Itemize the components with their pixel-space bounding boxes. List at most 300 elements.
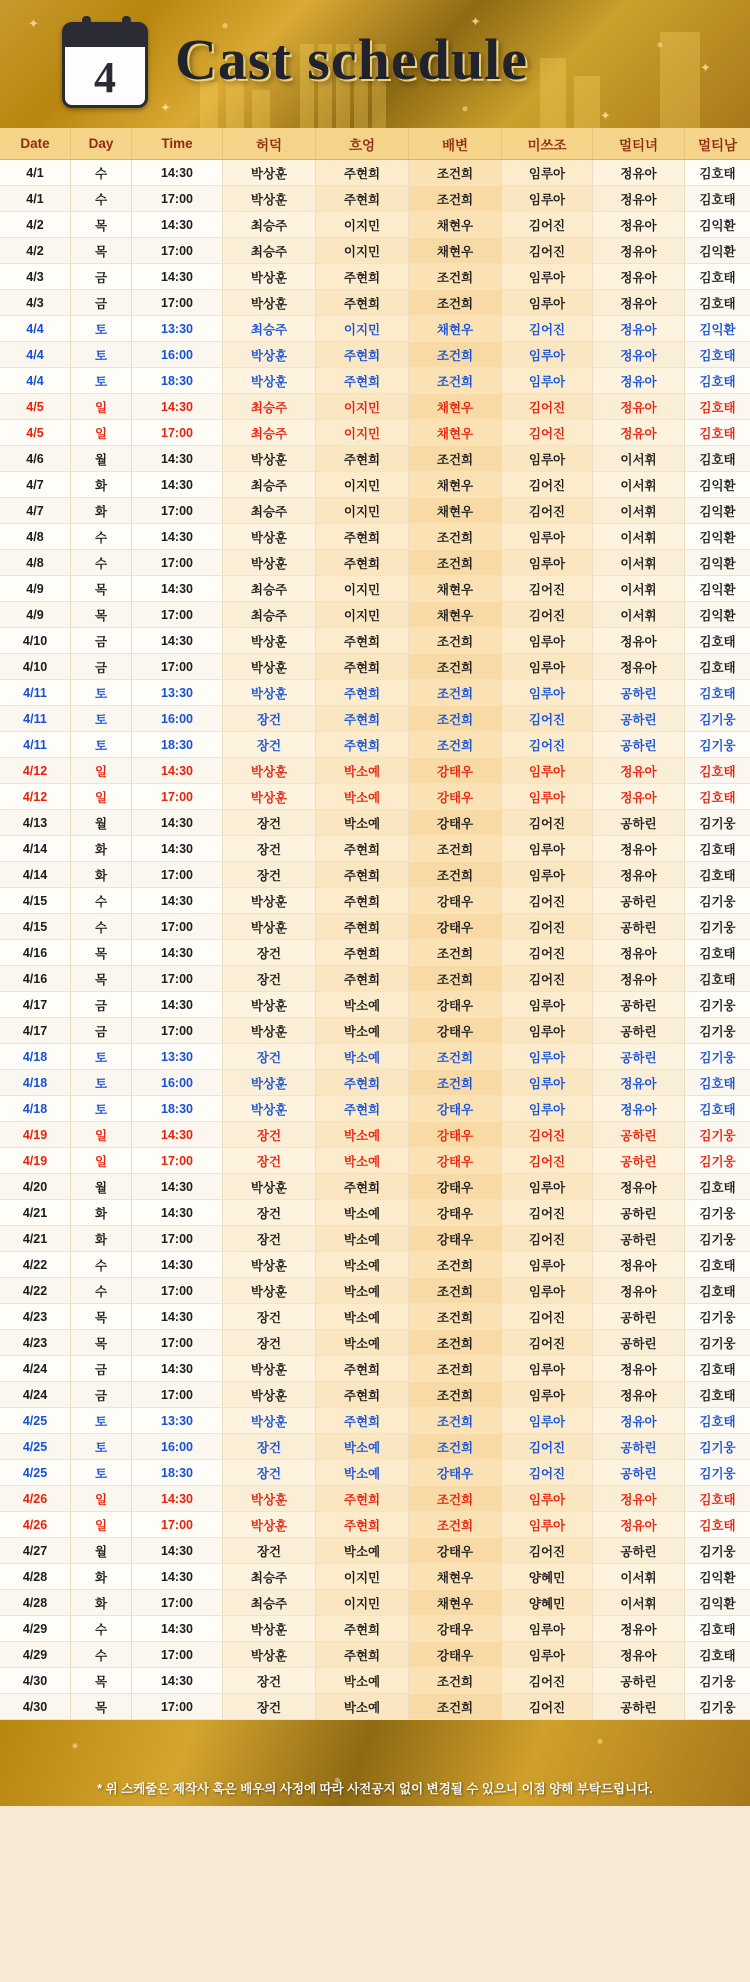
table-cell: 임루아 xyxy=(502,992,593,1018)
column-header-role-3: 배변 xyxy=(409,128,502,160)
table-cell: 임루아 xyxy=(502,524,593,550)
table-cell: 김어진 xyxy=(502,1668,593,1694)
table-cell: 4/16 xyxy=(0,966,71,992)
table-cell: 박소예 xyxy=(316,1122,409,1148)
table-cell: 주현희 xyxy=(316,732,409,758)
table-cell: 임루아 xyxy=(502,1278,593,1304)
table-cell: 김기웅 xyxy=(685,1200,750,1226)
table-cell: 장건 xyxy=(223,940,316,966)
table-cell: 최승주 xyxy=(223,316,316,342)
table-cell: 김익환 xyxy=(685,1590,750,1616)
table-cell: 정유아 xyxy=(593,212,685,238)
table-cell: 임루아 xyxy=(502,264,593,290)
table-cell: 김호태 xyxy=(685,1174,750,1200)
table-cell: 조건희 xyxy=(409,1278,502,1304)
table-cell: 4/17 xyxy=(0,1018,71,1044)
table-cell: 김어진 xyxy=(502,1330,593,1356)
table-cell: 김익환 xyxy=(685,472,750,498)
table-cell: 양혜민 xyxy=(502,1590,593,1616)
table-cell: 14:30 xyxy=(132,992,223,1018)
table-cell: 정유아 xyxy=(593,160,685,186)
table-cell: 4/4 xyxy=(0,316,71,342)
table-cell: 최승주 xyxy=(223,1564,316,1590)
table-cell: 조건희 xyxy=(409,1044,502,1070)
table-cell: 박상훈 xyxy=(223,784,316,810)
table-cell: 이지민 xyxy=(316,212,409,238)
table-cell: 17:00 xyxy=(132,290,223,316)
table-cell: 주현희 xyxy=(316,966,409,992)
table-cell: 4/1 xyxy=(0,160,71,186)
table-cell: 일 xyxy=(71,394,132,420)
table-cell: 4/6 xyxy=(0,446,71,472)
table-cell: 임루아 xyxy=(502,1044,593,1070)
table-cell: 14:30 xyxy=(132,1252,223,1278)
table-cell: 17:00 xyxy=(132,966,223,992)
column-header-date: Date xyxy=(0,128,71,160)
table-cell: 금 xyxy=(71,264,132,290)
column-header-role-1: 허덕 xyxy=(223,128,316,160)
table-cell: 김익환 xyxy=(685,316,750,342)
table-cell: 임루아 xyxy=(502,1356,593,1382)
table-cell: 임루아 xyxy=(502,862,593,888)
table-cell: 목 xyxy=(71,1304,132,1330)
table-cell: 김기웅 xyxy=(685,992,750,1018)
table-cell: 김기웅 xyxy=(685,1538,750,1564)
table-cell: 목 xyxy=(71,1330,132,1356)
table-cell: 17:00 xyxy=(132,498,223,524)
table-cell: 박상훈 xyxy=(223,654,316,680)
table-cell: 최승주 xyxy=(223,472,316,498)
table-cell: 13:30 xyxy=(132,316,223,342)
table-cell: 14:30 xyxy=(132,160,223,186)
table-cell: 김기웅 xyxy=(685,914,750,940)
page-header xyxy=(0,0,750,128)
table-cell: 장건 xyxy=(223,966,316,992)
table-cell: 김기웅 xyxy=(685,1044,750,1070)
column-header-role-5: 멀티녀 xyxy=(593,128,685,160)
table-cell: 채현우 xyxy=(409,238,502,264)
table-cell: 정유아 xyxy=(593,368,685,394)
table-cell: 4/15 xyxy=(0,914,71,940)
table-cell: 강태우 xyxy=(409,1642,502,1668)
table-cell: 정유아 xyxy=(593,966,685,992)
table-cell: 박소예 xyxy=(316,784,409,810)
table-row xyxy=(0,1096,750,1122)
table-cell: 박상훈 xyxy=(223,1382,316,1408)
table-cell: 김호태 xyxy=(685,966,750,992)
table-cell: 4/4 xyxy=(0,368,71,394)
table-cell: 강태우 xyxy=(409,1226,502,1252)
table-cell: 장건 xyxy=(223,1668,316,1694)
table-cell: 박소예 xyxy=(316,1668,409,1694)
table-cell: 김익환 xyxy=(685,524,750,550)
table-cell: 17:00 xyxy=(132,1694,223,1720)
table-cell: 임루아 xyxy=(502,1616,593,1642)
table-cell: 14:30 xyxy=(132,888,223,914)
table-cell: 4/17 xyxy=(0,992,71,1018)
table-cell: 정유아 xyxy=(593,420,685,446)
table-cell: 4/26 xyxy=(0,1486,71,1512)
table-cell: 정유아 xyxy=(593,1642,685,1668)
table-row xyxy=(0,186,750,212)
table-row xyxy=(0,1070,750,1096)
table-row xyxy=(0,914,750,940)
table-cell: 김호태 xyxy=(685,940,750,966)
table-cell: 14:30 xyxy=(132,446,223,472)
table-cell: 채현우 xyxy=(409,1590,502,1616)
table-cell: 4/27 xyxy=(0,1538,71,1564)
table-cell: 정유아 xyxy=(593,1512,685,1538)
table-cell: 4/30 xyxy=(0,1668,71,1694)
table-row xyxy=(0,706,750,732)
table-cell: 이지민 xyxy=(316,472,409,498)
table-cell: 목 xyxy=(71,940,132,966)
table-cell: 박상훈 xyxy=(223,186,316,212)
table-row xyxy=(0,212,750,238)
table-cell: 김어진 xyxy=(502,1304,593,1330)
table-cell: 토 xyxy=(71,732,132,758)
table-cell: 김어진 xyxy=(502,940,593,966)
table-cell: 공하린 xyxy=(593,888,685,914)
table-cell: 4/12 xyxy=(0,784,71,810)
table-cell: 주현희 xyxy=(316,680,409,706)
table-cell: 정유아 xyxy=(593,1356,685,1382)
table-cell: 강태우 xyxy=(409,888,502,914)
table-cell: 일 xyxy=(71,1512,132,1538)
table-cell: 14:30 xyxy=(132,212,223,238)
table-row xyxy=(0,1434,750,1460)
table-cell: 정유아 xyxy=(593,654,685,680)
table-cell: 주현희 xyxy=(316,264,409,290)
table-cell: 14:30 xyxy=(132,1356,223,1382)
table-cell: 박소예 xyxy=(316,810,409,836)
table-row xyxy=(0,654,750,680)
table-cell: 월 xyxy=(71,1174,132,1200)
table-row xyxy=(0,290,750,316)
table-cell: 정유아 xyxy=(593,836,685,862)
table-cell: 조건희 xyxy=(409,342,502,368)
table-cell: 임루아 xyxy=(502,1070,593,1096)
table-cell: 14:30 xyxy=(132,758,223,784)
table-cell: 목 xyxy=(71,212,132,238)
table-cell: 정유아 xyxy=(593,1174,685,1200)
table-cell: 채현우 xyxy=(409,472,502,498)
table-cell: 17:00 xyxy=(132,914,223,940)
table-cell: 일 xyxy=(71,1148,132,1174)
table-cell: 채현우 xyxy=(409,1564,502,1590)
table-cell: 김어진 xyxy=(502,1200,593,1226)
table-cell: 김기웅 xyxy=(685,732,750,758)
table-cell: 17:00 xyxy=(132,1382,223,1408)
table-cell: 4/25 xyxy=(0,1434,71,1460)
table-cell: 최승주 xyxy=(223,576,316,602)
table-cell: 조건희 xyxy=(409,290,502,316)
table-cell: 김기웅 xyxy=(685,888,750,914)
table-cell: 4/2 xyxy=(0,238,71,264)
table-cell: 14:30 xyxy=(132,1668,223,1694)
table-cell: 김기웅 xyxy=(685,1148,750,1174)
table-cell: 4/25 xyxy=(0,1460,71,1486)
table-cell: 김호태 xyxy=(685,394,750,420)
table-cell: 김어진 xyxy=(502,706,593,732)
table-cell: 4/9 xyxy=(0,602,71,628)
table-cell: 임루아 xyxy=(502,1512,593,1538)
table-cell: 양혜민 xyxy=(502,1564,593,1590)
table-cell: 토 xyxy=(71,342,132,368)
table-cell: 조건희 xyxy=(409,186,502,212)
table-cell: 정유아 xyxy=(593,758,685,784)
table-cell: 17:00 xyxy=(132,1278,223,1304)
table-cell: 수 xyxy=(71,160,132,186)
table-cell: 김기웅 xyxy=(685,1694,750,1720)
table-cell: 4/22 xyxy=(0,1278,71,1304)
table-cell: 토 xyxy=(71,368,132,394)
table-cell: 김어진 xyxy=(502,1148,593,1174)
table-cell: 조건희 xyxy=(409,1382,502,1408)
table-cell: 공하린 xyxy=(593,706,685,732)
table-row xyxy=(0,1538,750,1564)
table-cell: 조건희 xyxy=(409,1434,502,1460)
table-cell: 4/10 xyxy=(0,654,71,680)
table-cell: 강태우 xyxy=(409,992,502,1018)
table-row xyxy=(0,1486,750,1512)
table-cell: 4/25 xyxy=(0,1408,71,1434)
table-cell: 수 xyxy=(71,524,132,550)
table-cell: 김호태 xyxy=(685,264,750,290)
table-cell: 토 xyxy=(71,316,132,342)
table-cell: 수 xyxy=(71,888,132,914)
table-cell: 13:30 xyxy=(132,1044,223,1070)
table-cell: 4/18 xyxy=(0,1070,71,1096)
table-cell: 정유아 xyxy=(593,940,685,966)
table-cell: 4/28 xyxy=(0,1590,71,1616)
table-cell: 김어진 xyxy=(502,810,593,836)
table-cell: 김호태 xyxy=(685,1252,750,1278)
table-cell: 김호태 xyxy=(685,290,750,316)
table-cell: 4/11 xyxy=(0,706,71,732)
table-cell: 장건 xyxy=(223,810,316,836)
table-cell: 조건희 xyxy=(409,654,502,680)
table-row xyxy=(0,1408,750,1434)
table-cell: 임루아 xyxy=(502,1642,593,1668)
table-cell: 김호태 xyxy=(685,1096,750,1122)
table-cell: 임루아 xyxy=(502,446,593,472)
table-cell: 강태우 xyxy=(409,1174,502,1200)
table-cell: 강태우 xyxy=(409,1460,502,1486)
table-cell: 14:30 xyxy=(132,472,223,498)
table-cell: 일 xyxy=(71,1486,132,1512)
table-cell: 조건희 xyxy=(409,160,502,186)
table-cell: 주현희 xyxy=(316,654,409,680)
table-cell: 이서휘 xyxy=(593,602,685,628)
table-row xyxy=(0,888,750,914)
table-cell: 김호태 xyxy=(685,342,750,368)
table-cell: 임루아 xyxy=(502,290,593,316)
table-cell: 박상훈 xyxy=(223,1616,316,1642)
table-cell: 박상훈 xyxy=(223,550,316,576)
table-cell: 4/7 xyxy=(0,498,71,524)
table-cell: 박상훈 xyxy=(223,628,316,654)
table-cell: 토 xyxy=(71,706,132,732)
table-cell: 임루아 xyxy=(502,654,593,680)
table-cell: 장건 xyxy=(223,732,316,758)
table-cell: 18:30 xyxy=(132,1460,223,1486)
table-cell: 4/28 xyxy=(0,1564,71,1590)
table-row xyxy=(0,940,750,966)
table-cell: 16:00 xyxy=(132,706,223,732)
table-cell: 토 xyxy=(71,1460,132,1486)
table-cell: 김어진 xyxy=(502,420,593,446)
table-cell: 강태우 xyxy=(409,1200,502,1226)
table-cell: 월 xyxy=(71,810,132,836)
table-row xyxy=(0,602,750,628)
table-cell: 4/12 xyxy=(0,758,71,784)
table-cell: 조건희 xyxy=(409,1486,502,1512)
table-cell: 조건희 xyxy=(409,628,502,654)
table-cell: 정유아 xyxy=(593,316,685,342)
table-cell: 최승주 xyxy=(223,602,316,628)
table-cell: 이지민 xyxy=(316,316,409,342)
table-cell: 정유아 xyxy=(593,1096,685,1122)
table-cell: 김호태 xyxy=(685,446,750,472)
table-cell: 김익환 xyxy=(685,1564,750,1590)
table-cell: 채현우 xyxy=(409,576,502,602)
table-cell: 공하린 xyxy=(593,1460,685,1486)
table-row xyxy=(0,524,750,550)
table-cell: 화 xyxy=(71,1590,132,1616)
table-cell: 강태우 xyxy=(409,1616,502,1642)
table-cell: 수 xyxy=(71,186,132,212)
table-cell: 장건 xyxy=(223,1694,316,1720)
table-cell: 조건희 xyxy=(409,368,502,394)
table-row xyxy=(0,862,750,888)
table-cell: 수 xyxy=(71,1642,132,1668)
table-cell: 장건 xyxy=(223,706,316,732)
table-cell: 목 xyxy=(71,1668,132,1694)
table-cell: 이서휘 xyxy=(593,446,685,472)
table-cell: 14:30 xyxy=(132,940,223,966)
table-row xyxy=(0,1460,750,1486)
table-cell: 채현우 xyxy=(409,316,502,342)
table-cell: 주현희 xyxy=(316,160,409,186)
table-cell: 강태우 xyxy=(409,1148,502,1174)
table-cell: 주현희 xyxy=(316,1486,409,1512)
table-cell: 강태우 xyxy=(409,784,502,810)
table-cell: 주현희 xyxy=(316,914,409,940)
table-cell: 주현희 xyxy=(316,1070,409,1096)
table-row xyxy=(0,238,750,264)
page-title: Cast schedule xyxy=(175,27,528,92)
table-cell: 정유아 xyxy=(593,784,685,810)
table-cell: 김호태 xyxy=(685,1278,750,1304)
table-cell: 정유아 xyxy=(593,238,685,264)
table-cell: 박상훈 xyxy=(223,1486,316,1512)
table-cell: 김어진 xyxy=(502,966,593,992)
table-cell: 조건희 xyxy=(409,446,502,472)
table-cell: 박소예 xyxy=(316,1460,409,1486)
table-cell: 14:30 xyxy=(132,264,223,290)
table-cell: 주현희 xyxy=(316,1642,409,1668)
table-row xyxy=(0,1590,750,1616)
table-cell: 조건희 xyxy=(409,1252,502,1278)
table-cell: 김호태 xyxy=(685,420,750,446)
table-cell: 17:00 xyxy=(132,1330,223,1356)
table-cell: 박상훈 xyxy=(223,524,316,550)
table-cell: 박상훈 xyxy=(223,368,316,394)
table-cell: 김호태 xyxy=(685,628,750,654)
table-cell: 박소예 xyxy=(316,992,409,1018)
table-cell: 주현희 xyxy=(316,1382,409,1408)
table-row xyxy=(0,472,750,498)
table-row xyxy=(0,836,750,862)
table-cell: 공하린 xyxy=(593,1434,685,1460)
table-cell: 이서휘 xyxy=(593,1590,685,1616)
table-cell: 조건희 xyxy=(409,862,502,888)
table-cell: 조건희 xyxy=(409,836,502,862)
table-cell: 박상훈 xyxy=(223,1070,316,1096)
table-row xyxy=(0,1278,750,1304)
table-cell: 목 xyxy=(71,238,132,264)
table-cell: 공하린 xyxy=(593,1226,685,1252)
table-cell: 박상훈 xyxy=(223,290,316,316)
table-cell: 4/9 xyxy=(0,576,71,602)
table-row xyxy=(0,1564,750,1590)
table-cell: 월 xyxy=(71,1538,132,1564)
table-cell: 장건 xyxy=(223,1200,316,1226)
table-cell: 주현희 xyxy=(316,1096,409,1122)
table-cell: 정유아 xyxy=(593,862,685,888)
table-cell: 주현희 xyxy=(316,1174,409,1200)
column-header-role-2: 흐엉 xyxy=(316,128,409,160)
table-cell: 강태우 xyxy=(409,758,502,784)
table-cell: 주현희 xyxy=(316,368,409,394)
table-cell: 4/23 xyxy=(0,1330,71,1356)
table-cell: 장건 xyxy=(223,1122,316,1148)
table-cell: 조건희 xyxy=(409,1070,502,1096)
table-cell: 화 xyxy=(71,1226,132,1252)
table-cell: 조건희 xyxy=(409,706,502,732)
table-row xyxy=(0,732,750,758)
table-cell: 조건희 xyxy=(409,1408,502,1434)
table-cell: 김익환 xyxy=(685,212,750,238)
table-cell: 김기웅 xyxy=(685,1018,750,1044)
table-cell: 김어진 xyxy=(502,472,593,498)
table-cell: 정유아 xyxy=(593,290,685,316)
table-cell: 박소예 xyxy=(316,1538,409,1564)
table-cell: 김어진 xyxy=(502,602,593,628)
table-cell: 4/11 xyxy=(0,680,71,706)
table-cell: 김어진 xyxy=(502,732,593,758)
table-cell: 16:00 xyxy=(132,1070,223,1096)
table-row xyxy=(0,1122,750,1148)
table-cell: 김익환 xyxy=(685,498,750,524)
column-header-time: Time xyxy=(132,128,223,160)
table-cell: 정유아 xyxy=(593,186,685,212)
table-cell: 공하린 xyxy=(593,1330,685,1356)
table-cell: 박상훈 xyxy=(223,914,316,940)
table-cell: 김호태 xyxy=(685,160,750,186)
table-cell: 김기웅 xyxy=(685,1304,750,1330)
table-cell: 이서휘 xyxy=(593,472,685,498)
table-cell: 임루아 xyxy=(502,368,593,394)
table-cell: 14:30 xyxy=(132,628,223,654)
table-cell: 14:30 xyxy=(132,810,223,836)
table-row xyxy=(0,680,750,706)
table-cell: 장건 xyxy=(223,862,316,888)
table-cell: 주현희 xyxy=(316,1356,409,1382)
table-cell: 장건 xyxy=(223,1044,316,1070)
table-cell: 4/26 xyxy=(0,1512,71,1538)
